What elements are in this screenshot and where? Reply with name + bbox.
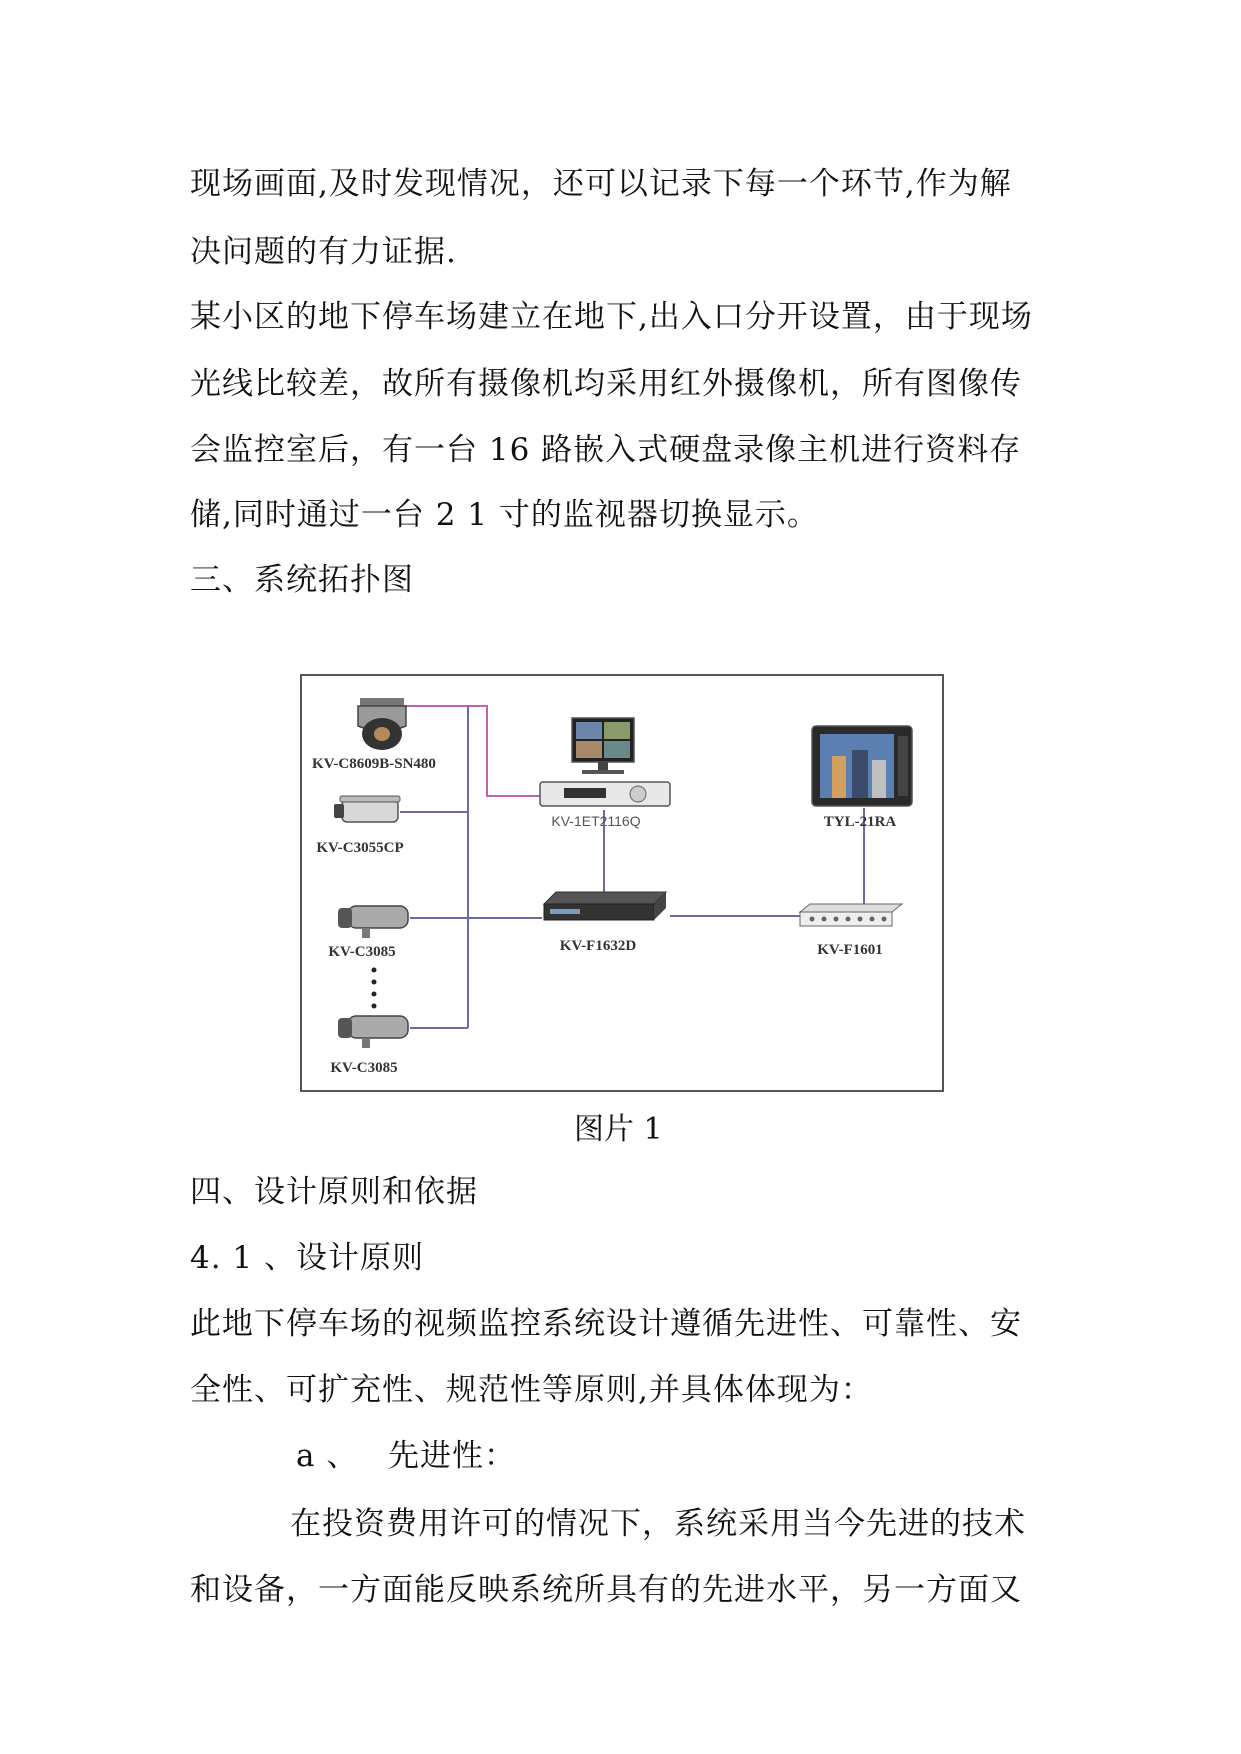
topology-svg xyxy=(302,676,942,1090)
ir-camera-icon xyxy=(338,906,408,938)
ir-camera-1-label: KV-C3085 xyxy=(328,944,396,960)
subsection-heading: 4. 1 、设计原则 xyxy=(190,1240,425,1276)
paragraph-line: 在投资费用许可的情况下，系统采用当今先进的技术 xyxy=(290,1506,1026,1542)
speed-dome-camera-icon xyxy=(358,698,406,750)
box-camera-label: KV-C3055CP xyxy=(316,840,404,856)
dvr-icon xyxy=(540,718,670,806)
ir-camera-icon xyxy=(338,1016,408,1048)
list-item-title: 先进性： xyxy=(388,1438,516,1474)
list-item-marker: a 、 xyxy=(296,1438,359,1474)
matrix-icon xyxy=(544,892,666,920)
monitor-icon xyxy=(812,726,912,806)
topology-diagram xyxy=(300,674,944,1092)
box-camera-icon xyxy=(334,796,400,822)
paragraph-line: 会监控室后，有一台 16 路嵌入式硬盘录像主机进行资料存 xyxy=(190,432,1022,468)
ir-camera-2-label: KV-C3085 xyxy=(330,1060,398,1076)
matrix-label: KV-F1632D xyxy=(559,938,637,954)
distributor-label: KV-F1601 xyxy=(817,942,883,958)
dome-to-dvr-link xyxy=(408,706,542,796)
video-distributor-icon xyxy=(800,904,902,926)
section-heading: 三、系统拓扑图 xyxy=(190,562,414,598)
speed-dome-label: KV-C8609B-SN480 xyxy=(312,756,436,772)
more-cameras-ellipsis xyxy=(372,968,377,1009)
section-heading: 四、设计原则和依据 xyxy=(190,1174,478,1210)
paragraph-line: 光线比较差，故所有摄像机均采用红外摄像机，所有图像传 xyxy=(190,366,1022,402)
paragraph-line: 决问题的有力证据. xyxy=(190,234,457,270)
paragraph-line: 某小区的地下停车场建立在地下,出入口分开设置，由于现场 xyxy=(190,299,1033,335)
paragraph-line: 储,同时通过一台 2 1 寸的监视器切换显示。 xyxy=(190,497,819,533)
paragraph-line: 全性、可扩充性、规范性等原则,并具体体现为： xyxy=(190,1372,873,1408)
paragraph-line: 此地下停车场的视频监控系统设计遵循先进性、可靠性、安 xyxy=(190,1306,1022,1342)
monitor-label: TYL-21RA xyxy=(823,814,897,830)
paragraph-line: 和设备，一方面能反映系统所具有的先进水平，另一方面又 xyxy=(190,1572,1022,1608)
dvr-label: KV-1ET2116Q xyxy=(551,813,641,829)
paragraph-line: 现场画面,及时发现情况，还可以记录下每一个环节,作为解 xyxy=(190,166,1012,202)
figure-caption: 图片 1 xyxy=(574,1112,663,1147)
